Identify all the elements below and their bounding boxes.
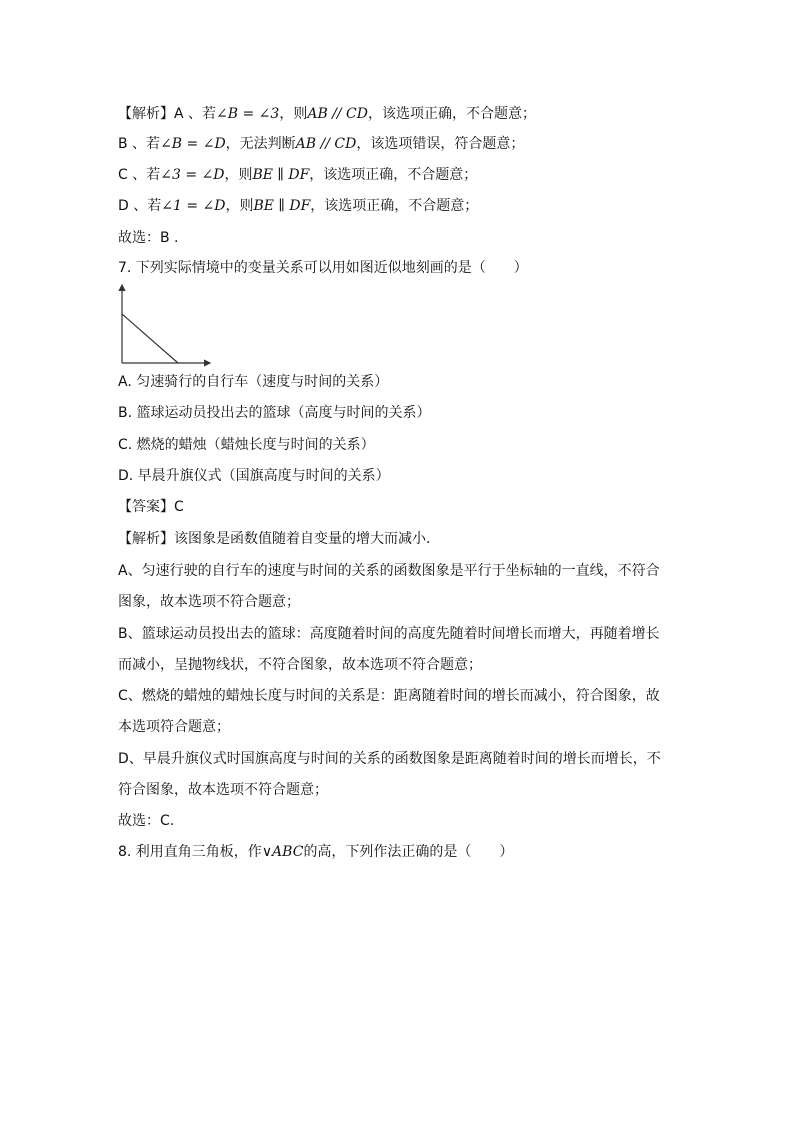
analysis-tag: 【解析】	[118, 106, 174, 122]
math-expr: BE ∥ DF	[252, 167, 310, 183]
q7-expl-line: 图象，故本选项不符合题意；	[118, 594, 300, 610]
q6-analysis-line-c	[118, 165, 477, 185]
answer-tag: 【答案】	[118, 499, 174, 515]
q7-option-a: A. 匀速骑行的自行车（速度与时间的关系）	[118, 374, 389, 390]
q8-stem	[118, 842, 513, 862]
analysis-tag: 【解析】	[118, 531, 174, 547]
text: ，则	[225, 198, 254, 214]
math-expr: BE ∥ DF	[253, 198, 311, 214]
q7-expl-line: 符合图象，故本选项不符合题意；	[118, 782, 328, 798]
math-expr: ∠1 = ∠D	[161, 198, 226, 214]
decreasing-line	[122, 314, 178, 363]
text: ，该选项正确，不合题意；	[310, 198, 479, 214]
text: 8. 利用直角三角板，作	[118, 844, 262, 860]
math-expr: ∠B = ∠3	[216, 106, 280, 122]
q7-option-d: D. 早晨升旗仪式（国旗高度与时间的关系）	[118, 468, 390, 484]
q7-option-b: B. 篮球运动员投出去的篮球（高度与时间的关系）	[118, 405, 431, 421]
answer-value: C	[174, 499, 184, 515]
text: ，则	[279, 106, 308, 122]
q6-analysis-line-a	[118, 104, 536, 124]
math-expr: AB // CD	[295, 136, 357, 152]
q7-option-c: C. 燃烧的蜡烛（蜡烛长度与时间的关系）	[118, 437, 375, 453]
text: B 、若	[118, 136, 161, 152]
q7-analysis	[118, 529, 440, 549]
q6-analysis-line-d	[118, 196, 478, 216]
math-expr: AB // CD	[307, 106, 368, 122]
q7-expl-line: B、篮球运动员投出去的篮球：高度随着时间的高度先随着时间增长而增大，再随着增长	[118, 626, 660, 642]
text: ，该选项正确，不合题意；	[368, 106, 536, 122]
math-expr: ∨ABC	[261, 844, 304, 860]
q7-answer	[118, 497, 184, 517]
text: A 、若	[174, 106, 217, 122]
text: ，该选项正确，不合题意；	[309, 167, 478, 183]
q7-expl-line: A、匀速行驶的自行车的速度与时间的关系的函数图象是平行于坐标轴的一直线，不符合	[118, 563, 660, 579]
q7-choose: 故选：C.	[118, 813, 175, 829]
analysis-text: 该图象是函数值随着自变量的增大而减小．	[174, 531, 440, 547]
text: ，无法判断	[225, 136, 296, 152]
text: 的高，下列作法正确的是（ ）	[303, 844, 514, 860]
q6-choose: 故选：B .	[118, 230, 179, 246]
text: ，则	[224, 167, 253, 183]
math-expr: ∠B = ∠D	[160, 136, 226, 152]
text: D 、若	[118, 198, 162, 214]
q7-expl-line: 本选项符合题意；	[118, 719, 230, 735]
q6-analysis-line-b	[118, 134, 524, 154]
math-expr: ∠3 = ∠D	[160, 167, 225, 183]
text: ，该选项错误，符合题意；	[356, 136, 525, 152]
q7-stem: 7. 下列实际情境中的变量关系可以用如图近似地刻画的是（ ）	[118, 260, 528, 276]
q7-expl-line: D、早晨升旗仪式时国旗高度与时间的关系的函数图象是距离随着时间的增长而增长，不	[118, 751, 661, 767]
q7-expl-line: C、燃烧的蜡烛的蜡烛长度与时间的关系是：距离随着时间的增长而减小，符合图象，故	[118, 688, 660, 704]
q7-function-graph	[112, 281, 216, 371]
text: C 、若	[118, 167, 161, 183]
q7-expl-line: 而减小，呈抛物线状，不符合图象，故本选项不符合题意；	[118, 657, 482, 673]
